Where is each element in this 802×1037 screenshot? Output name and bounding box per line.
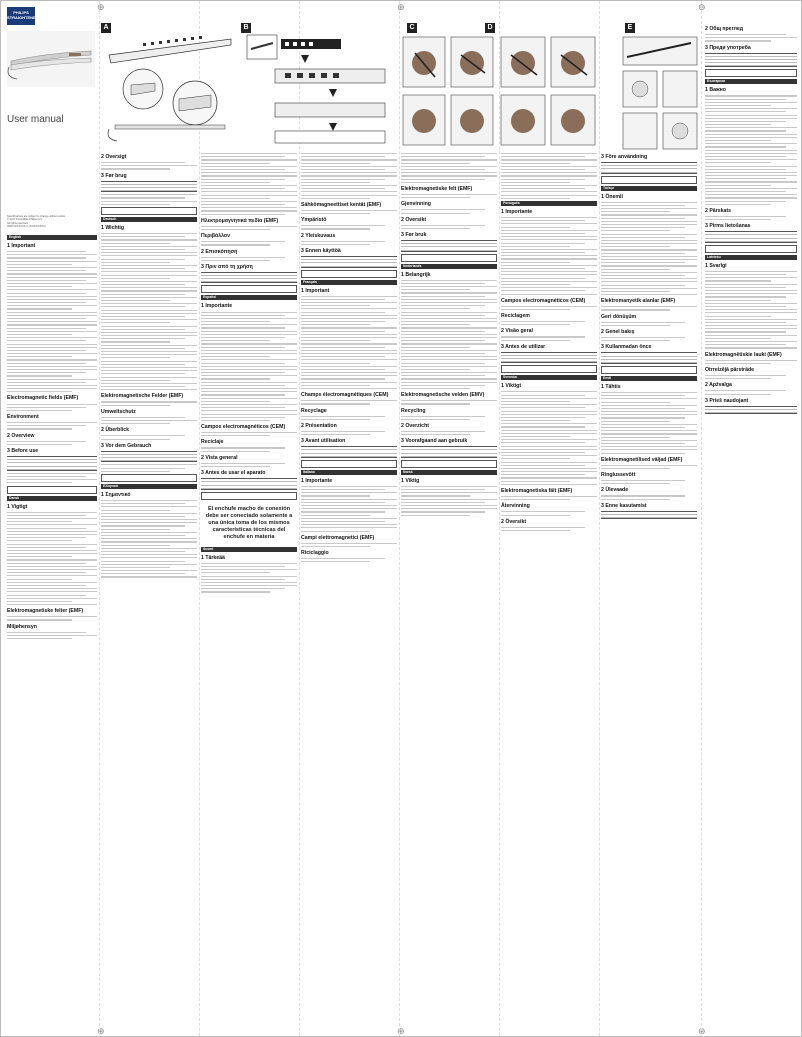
section-heading: Περιβάλλον — [201, 233, 230, 240]
language-bar: Ελληνικά — [101, 484, 197, 489]
philips-logo: PHILIPS STRAIGHTENER — [7, 7, 35, 25]
section-heading: 3 Antes de usar el aparato — [201, 470, 266, 477]
section-heading: 1 Tärkeää — [201, 554, 225, 561]
section-heading: Reciclaje — [201, 439, 224, 446]
panel-letter: E — [625, 23, 635, 33]
section-heading: Elektromagnetilised väljad (EMF) — [601, 456, 683, 463]
section-heading: 2 Overview — [7, 432, 35, 439]
section-heading: 1 Importante — [201, 303, 233, 310]
section-heading: 1 Viktig — [401, 477, 420, 484]
section-heading: Geri dönüşüm — [601, 313, 637, 320]
section-heading: 1 Tähtis — [601, 383, 621, 390]
section-heading: 1 Önemli — [601, 193, 623, 200]
section-heading: 1 Vigtigt — [7, 503, 28, 510]
section-heading: Elektromagnētiskie lauki (EMF) — [705, 351, 782, 358]
section-heading: 3 Vor dem Gebrauch — [101, 442, 152, 449]
section-heading: 2 Oversikt — [401, 216, 427, 223]
section-heading: 2 Επισκόπηση — [201, 248, 238, 255]
language-bar: Nederlands — [401, 264, 497, 269]
section-heading: 2 Pārskats — [705, 207, 731, 214]
language-bar: Deutsch — [101, 217, 197, 222]
column-portuguese-swedish — [501, 151, 597, 1030]
section-heading: Elektromagnetische Felder (EMF) — [101, 393, 184, 400]
note-box — [401, 254, 497, 262]
crop-mark: ⊕ — [698, 3, 706, 13]
section-heading: 2 Überblick — [101, 427, 129, 434]
section-heading: Ηλεκτρομαγνητικά πεδία (EMF) — [201, 217, 279, 224]
section-heading: 1 Viktigt — [501, 383, 522, 390]
temperature-table — [601, 511, 697, 519]
temperature-table — [301, 446, 397, 458]
section-heading: 1 Svarīgi — [705, 262, 727, 269]
section-heading: Ringlussevõtt — [601, 472, 636, 478]
body-text — [7, 251, 97, 392]
note-box — [101, 474, 197, 482]
temperature-table — [401, 240, 497, 252]
diagram-cd-styling-steps — [401, 33, 597, 153]
section-heading: 2 Ülevaade — [601, 487, 629, 494]
section-heading: 1 Importante — [501, 208, 533, 215]
section-heading: 3 Før bruk — [401, 232, 427, 238]
language-bar: Español — [201, 295, 297, 300]
section-heading: 3 Voorafgaand aan gebruik — [401, 438, 468, 445]
section-heading: Ympäristö — [301, 217, 327, 224]
section-heading: 3 Before use — [7, 447, 39, 454]
temperature-table — [501, 352, 597, 364]
section-heading: Elektromagnetiske felter (EMF) — [7, 608, 84, 615]
section-heading: Återvinning — [501, 503, 530, 510]
section-heading: 2 Visão geral — [501, 328, 533, 335]
note-box — [301, 460, 397, 468]
temperature-table — [7, 456, 97, 471]
panel-letter: D — [485, 23, 495, 33]
section-heading: 2 Apžvalga — [705, 382, 732, 389]
section-heading: 3 Kullanmadan önce — [601, 344, 652, 351]
section-heading: 2 Overzicht — [401, 422, 429, 429]
section-heading: 2 Yleiskuvaus — [301, 232, 336, 239]
section-heading: Campos electromagnéticos (CEM) — [501, 297, 586, 304]
crop-mark: ⊕ — [397, 1027, 405, 1037]
note-box — [301, 270, 397, 278]
note-box — [7, 486, 97, 494]
language-bar: Français — [301, 280, 397, 285]
section-heading: Electromagnetic fields (EMF) — [7, 395, 79, 402]
fold-line — [701, 1, 702, 1036]
section-heading: 1 Important — [301, 287, 330, 294]
language-bar: Dansk — [7, 496, 97, 501]
section-heading: 1 Important — [7, 243, 36, 249]
section-heading: 2 Présentation — [301, 422, 337, 429]
crop-mark: ⊕ — [97, 1027, 105, 1037]
section-heading: Umweltschutz — [101, 408, 136, 415]
section-heading: Elektromagnetiske felt (EMF) — [401, 185, 473, 192]
section-heading: Elektromagnetische velden (EMV) — [401, 392, 485, 399]
copyright: © 2017 Koninklijke Philips N.V. — [7, 218, 43, 222]
temperature-table — [101, 451, 197, 463]
fold-line — [199, 1, 200, 1036]
straightener-product-image — [7, 31, 95, 87]
section-heading: Elektromanyetik alanlar (EMF) — [601, 298, 676, 305]
fold-line — [599, 1, 600, 1036]
section-heading: 1 Wichtig — [101, 224, 125, 231]
note-box — [201, 492, 297, 500]
temperature-table — [201, 478, 297, 490]
temperature-table — [301, 256, 397, 268]
temperature-table — [201, 272, 297, 284]
document-number: 3000.015.XXXX.X (XX/XX/XXXX) — [7, 225, 46, 229]
section-heading: 3 Преди употреба — [705, 44, 751, 51]
note-box — [705, 245, 797, 253]
language-bar: Türkçe — [601, 186, 697, 191]
section-heading: 2 Общ преглед — [705, 26, 744, 32]
section-heading: Campi elettromagnetici (EMF) — [301, 534, 375, 541]
section-heading: 3 Pirms lietošanas — [705, 223, 751, 230]
section-heading: Environment — [7, 414, 39, 420]
section-heading: Miljøhensyn — [7, 623, 37, 630]
section-heading: 2 Översikt — [501, 518, 527, 525]
section-heading: 3 Enne kasutamist — [601, 502, 647, 509]
column-norwegian-dutch — [401, 151, 497, 1030]
temperature-table — [601, 352, 697, 364]
section-heading: 1 Importante — [301, 477, 333, 484]
temperature-table — [601, 162, 697, 174]
column-danish-german-greek — [101, 151, 197, 1030]
fold-line — [299, 1, 300, 1036]
section-heading: 3 Antes de utilizar — [501, 343, 546, 350]
language-bar: Svenska — [501, 375, 597, 380]
language-bar: Italiano — [301, 470, 397, 475]
column-greek-spanish-finnish — [201, 151, 297, 1030]
section-heading: Otrreizējā pārstrāde — [705, 366, 755, 373]
column-swedish-turkish-estonian — [601, 151, 697, 1030]
cover-smallprint — [7, 215, 95, 229]
section-heading: Gjenvinning — [401, 201, 431, 208]
manual-title: User manual — [7, 114, 64, 125]
section-heading: 3 Πριν από τη χρήση — [201, 263, 253, 270]
plug-warning-callout: El enchufe macho de conexión debe ser conectado solamente a una única toma de los mismos características técnicas del enchufe en materia — [205, 505, 293, 540]
diagram-b-temperature — [245, 33, 395, 145]
fold-line — [99, 1, 100, 1036]
column-finnish-french-italian — [301, 151, 397, 1030]
note-box — [601, 366, 697, 374]
note-box — [401, 460, 497, 468]
section-heading: Champs électromagnétiques (CEM) — [301, 392, 389, 399]
language-bar: Português — [501, 201, 597, 206]
language-bar: English — [7, 235, 97, 240]
section-heading: 1 Σημαντικό — [101, 491, 131, 498]
panel-letter: C — [407, 23, 417, 33]
column-bulgarian-latvian-lithuanian — [705, 23, 797, 1030]
diagram-a-overview — [103, 33, 237, 145]
crop-mark: ⊕ — [397, 3, 405, 13]
diagram-e-cleaning — [621, 33, 699, 153]
section-heading: 1 Важно — [705, 87, 726, 94]
fold-line — [499, 1, 500, 1036]
note-box — [601, 176, 697, 184]
language-bar: Norsk — [401, 470, 497, 475]
language-bar: Eesti — [601, 376, 697, 381]
section-heading: Sähkömagneettiset kentät (EMF) — [301, 201, 382, 208]
temperature-table — [401, 446, 497, 458]
panel-letter: A — [101, 23, 111, 33]
section-heading: 3 Før brug — [101, 172, 127, 179]
crop-mark: ⊕ — [97, 3, 105, 13]
language-bar: Suomi — [201, 547, 297, 552]
specs-note: Specifications are subject to change without notice — [7, 215, 66, 218]
temperature-table — [705, 406, 797, 414]
section-heading: 1 Belangrijk — [401, 271, 431, 278]
section-heading: Recyclage — [301, 407, 327, 414]
temperature-table — [101, 181, 197, 193]
section-heading: Elektromagnetiska fält (EMF) — [501, 487, 573, 494]
note-box — [501, 365, 597, 373]
column-english — [7, 233, 97, 1030]
section-heading: 2 Genel bakış — [601, 328, 635, 335]
rights-note: All rights reserved. — [7, 221, 29, 225]
section-heading: Reciclagem — [501, 312, 530, 319]
section-heading: Campos electromagnéticos (CEM) — [201, 424, 286, 430]
section-heading: 3 Prieš naudojant — [705, 397, 749, 404]
section-heading: 3 Ennen käyttöä — [301, 247, 341, 254]
language-bar: Български — [705, 79, 797, 84]
language-bar: Latviešu — [705, 255, 797, 260]
section-heading: 3 Före användning — [601, 154, 648, 160]
section-heading: Recycling — [401, 407, 426, 414]
note-box — [705, 69, 797, 77]
section-heading: 2 Oversigt — [101, 154, 127, 160]
section-heading: 3 Avant utilisation — [301, 438, 346, 445]
note-box — [101, 207, 197, 215]
temperature-table — [705, 231, 797, 243]
section-heading: 2 Vista general — [201, 454, 238, 461]
note-box — [201, 285, 297, 293]
panel-letter: B — [241, 23, 251, 33]
crop-mark: ⊕ — [698, 1027, 706, 1037]
section-heading: Riciclaggio — [301, 550, 329, 556]
fold-line — [399, 1, 400, 1036]
temperature-table — [705, 53, 797, 68]
